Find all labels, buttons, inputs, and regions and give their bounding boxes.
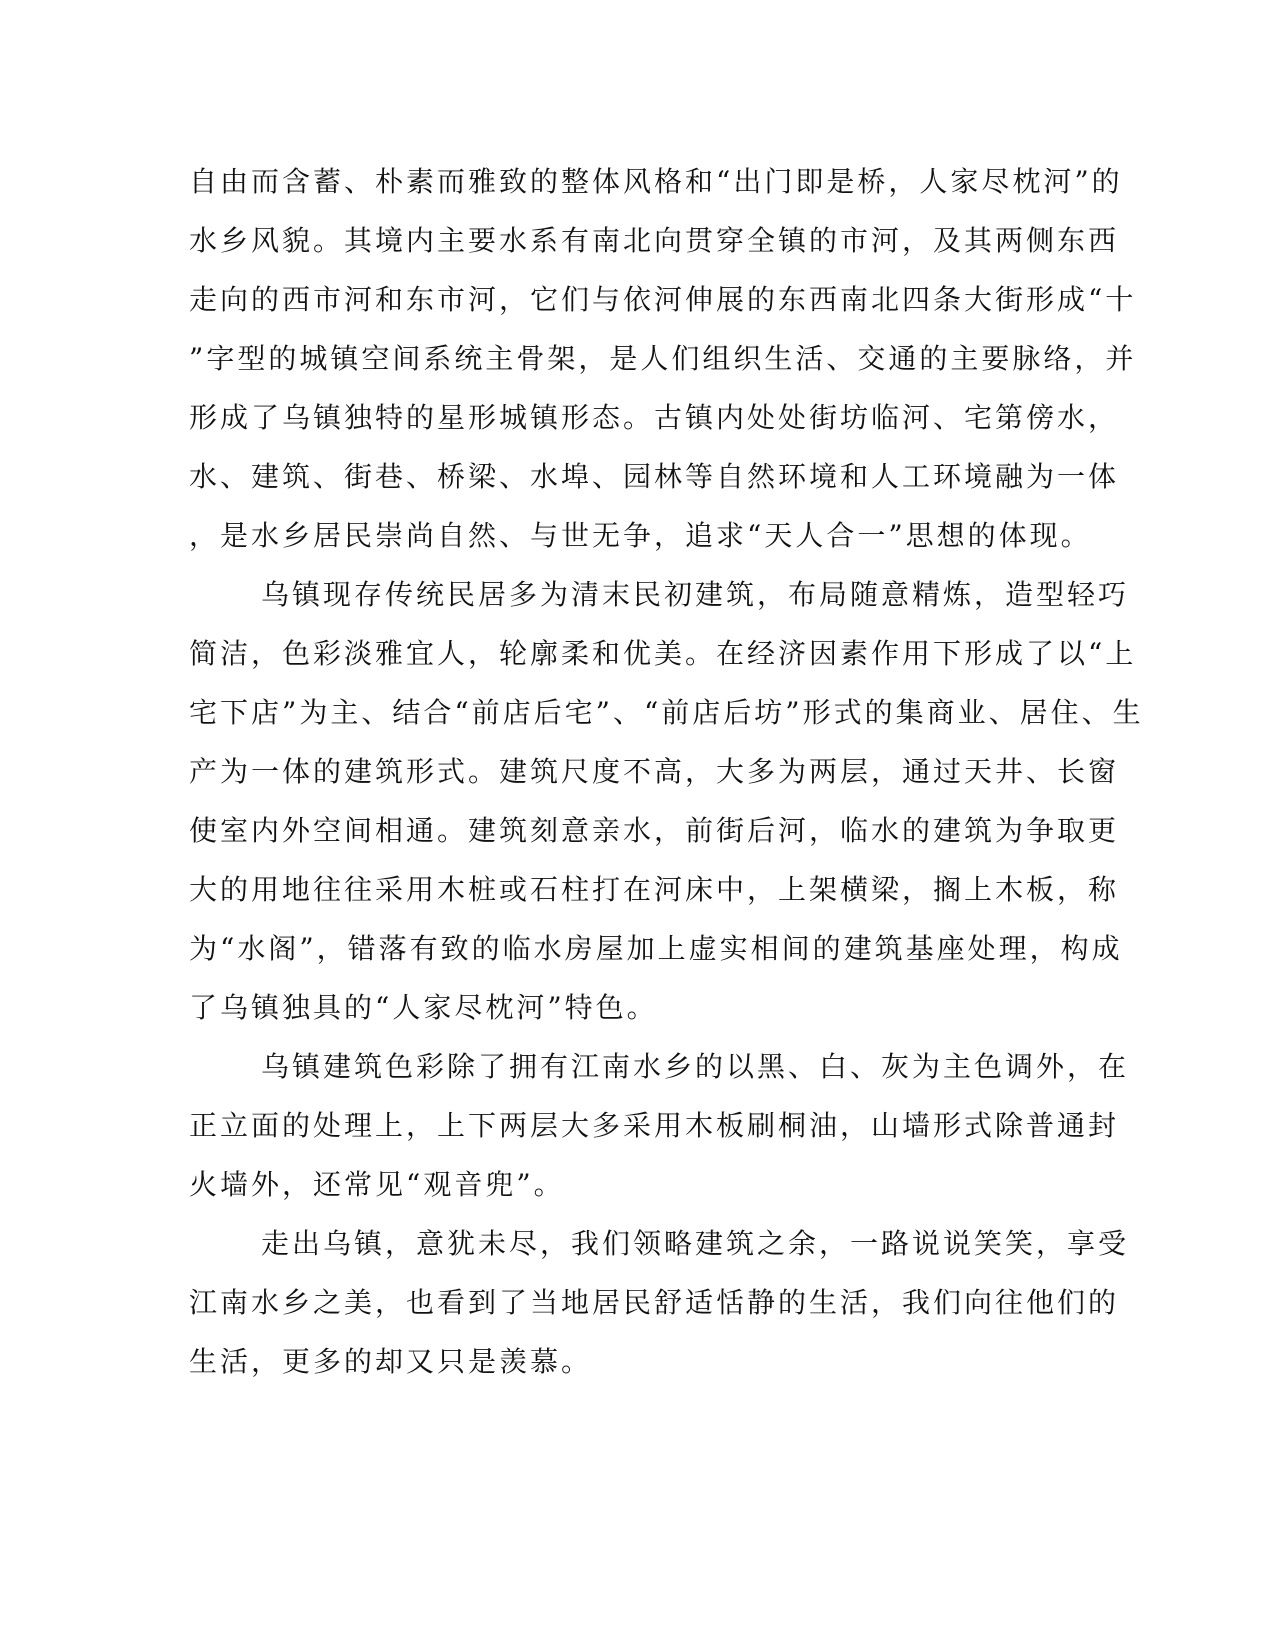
- text-line: 火墙外，还常见“观音兜”。: [189, 1168, 565, 1201]
- paragraph-first-line: 乌镇建筑色彩除了拥有江南水乡的以黑、白、灰为主色调外，在: [261, 1050, 1130, 1083]
- text-line: 为“水阁”，错落有致的临水房屋加上虚实相间的建筑基座处理，构成: [189, 932, 1123, 965]
- text-line: 生活，更多的却又只是羡慕。: [189, 1345, 593, 1378]
- text-line: 形成了乌镇独特的星形城镇形态。古镇内处处街坊临河、宅第傍水，: [189, 401, 1120, 434]
- text-line: ”字型的城镇空间系统主骨架，是人们组织生活、交通的主要脉络，并: [189, 342, 1137, 375]
- text-line: 江南水乡之美，也看到了当地居民舒适恬静的生活，我们向往他们的: [189, 1286, 1120, 1319]
- text-line: 宅下店”为主、结合“前店后宅”、“前店后坊”形式的集商业、居住、生: [189, 696, 1144, 729]
- paragraph-first-line: 乌镇现存传统民居多为清末民初建筑，布局随意精炼，造型轻巧: [261, 578, 1130, 611]
- paragraph-first-line: 走出乌镇，意犹未尽，我们领略建筑之余，一路说说笑笑，享受: [261, 1227, 1130, 1260]
- text-line: 产为一体的建筑形式。建筑尺度不高，大多为两层，通过天井、长窗: [189, 755, 1120, 788]
- text-line: 水、建筑、街巷、桥梁、水埠、园林等自然环境和人工环境融为一体: [189, 460, 1120, 493]
- text-line: 简洁，色彩淡雅宜人，轮廓柔和优美。在经济因素作用下形成了以“上: [189, 637, 1137, 670]
- text-line: 大的用地往往采用木桩或石柱打在河床中，上架横梁，搁上木板，称: [189, 873, 1120, 906]
- text-line: ，是水乡居民崇尚自然、与世无争，追求“天人合一”思想的体现。: [189, 519, 1092, 552]
- text-line: 使室内外空间相通。建筑刻意亲水，前街后河，临水的建筑为争取更: [189, 814, 1120, 847]
- text-line: 正立面的处理上，上下两层大多采用木板刷桐油，山墙形式除普通封: [189, 1109, 1120, 1142]
- text-line: 水乡风貌。其境内主要水系有南北向贯穿全镇的市河，及其两侧东西: [189, 224, 1120, 257]
- text-line: 自由而含蓄、朴素而雅致的整体风格和“出门即是桥，人家尽枕河”的: [189, 165, 1123, 198]
- text-line: 了乌镇独具的“人家尽枕河”特色。: [189, 991, 658, 1024]
- text-line: 走向的西市河和东市河，它们与依河伸展的东西南北四条大街形成“十: [189, 283, 1137, 316]
